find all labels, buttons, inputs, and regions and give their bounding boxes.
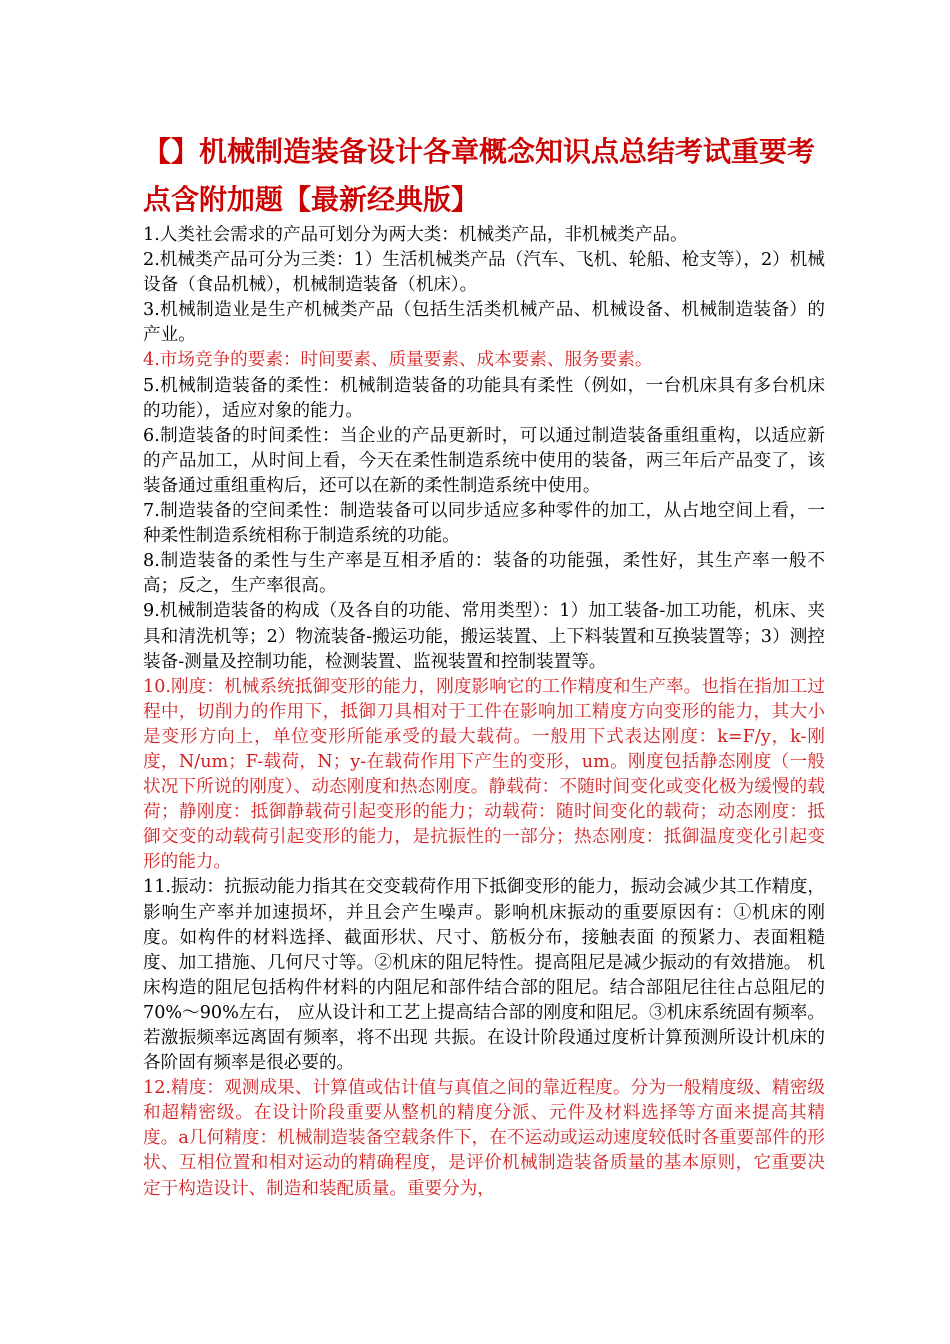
paragraph-4: 4.市场竞争的要素：时间要素、质量要素、成本要素、服务要素。 — [143, 350, 653, 371]
paragraph-5: 5.机械制造装备的柔性：机械制造装备的功能具有柔性（例如，一台机床具有多台机床的功能），适应对象的能力。 — [143, 375, 825, 421]
paragraph-12: 12.精度：观测成果、计算值或估计值与真值之间的靠近程度。分为一般精度级、精密级和超精密级。在设计阶段重要从整机的精度分派、元件及材料选择等方面来提高其精度。a几何精度：机械制造装备空载条件下，在不运动或运动速度较低时各重要部件的形状、互相位置和相对运动的精确程度，是评价机械制造装备质量的基本原则，它重要决定于构造设计、制造和装配质量。重要分为， — [143, 1078, 825, 1199]
paragraph-6: 6.制造装备的时间柔性：当企业的产品更新时，可以通过制造装备重组重构，以适应新的产品加工，从时间上看，今天在柔性制造系统中使用的装备，两三年后产品变了，该装备通过重组重构后，还可以在新的柔性制造系统中使用。 — [143, 425, 825, 496]
paragraph-2: 2.机械类产品可分为三类：1）生活机械类产品（汽车、飞机、轮船、枪支等），2）机械设备（食品机械），机械制造装备（机床）。 — [143, 250, 825, 296]
paragraph-9: 9.机械制造装备的构成（及各自的功能、常用类型）：1）加工装备-加工功能，机床、夹具和清洗机等；2）物流装备-搬运功能，搬运装置、上下料装置和互换装置等；3）测控装备-测量及控制功能，检测装置、监视装置和控制装置等。 — [143, 601, 825, 672]
paragraph-3: 3.机械制造业是生产机械类产品（包括生活类机械产品、机械设备、机械制造装备）的产业。 — [143, 300, 825, 346]
paragraph-10: 10.刚度：机械系统抵御变形的能力，刚度影响它的工作精度和生产率。也指在指加工过程中，切削力的作用下，抵御刀具相对于工件在影响加工精度方向变形的能力，其大小是变形方向上，单位变形所能承受的最大载荷。一般用下式表达刚度：k=F/y，k-刚度，N/um；F-载荷，N；y-在载荷作用下产生的变形，um。刚度包括静态刚度（一般状况下所说的刚度）、动态刚度和热态刚度。静载荷：不随时间变化或变化极为缓慢的载荷；静刚度：抵御静载荷引起变形的能力；动载荷：随时间变化的载荷；动态刚度：抵御交变的动载荷引起变形的能力，是抗振性的一部分；热态刚度：抵御温度变化引起变形的能力。 — [143, 676, 825, 873]
paragraph-7: 7.制造装备的空间柔性：制造装备可以同步适应多种零件的加工，从占地空间上看，一种柔性制造系统相称于制造系统的功能。 — [143, 501, 825, 547]
document-title: 【】机械制造装备设计各章概念知识点总结考试重要考点含附加题【最新经典版】 — [143, 135, 816, 216]
paragraph-8: 8.制造装备的柔性与生产率是互相矛盾的：装备的功能强，柔性好，其生产率一般不高；反之，生产率很高。 — [143, 551, 825, 597]
document-body — [143, 223, 825, 1202]
paragraph-11: 11.振动：抗振动能力指其在交变载荷作用下抵御变形的能力，振动会减少其工作精度，影响生产率并加速损坏，并且会产生噪声。影响机床振动的重要原因有：①机床的刚度。如构件的材料选择、截面形状、尺寸、筋板分布，接触表面 的预紧力、表面粗糙度、加工措施、几何尺寸等。②机床的阻尼特性。提高阻尼是减少振动的有效措施。 机床构造的阻尼包括构件材料的内阻尼和部件结合部的阻尼。结合部阻尼往往占总阻尼的 70%～90%左右， 应从设计和工艺上提高结合部的刚度和阻尼。③机床系统固有频率。若激振频率远离固有频率，将不出现 共振。在设计阶段通过度析计算预测所设计机床的各阶固有频率是很必要的。 — [143, 877, 825, 1074]
paragraph-1: 1.人类社会需求的产品可划分为两大类：机械类产品，非机械类产品。 — [143, 225, 688, 245]
